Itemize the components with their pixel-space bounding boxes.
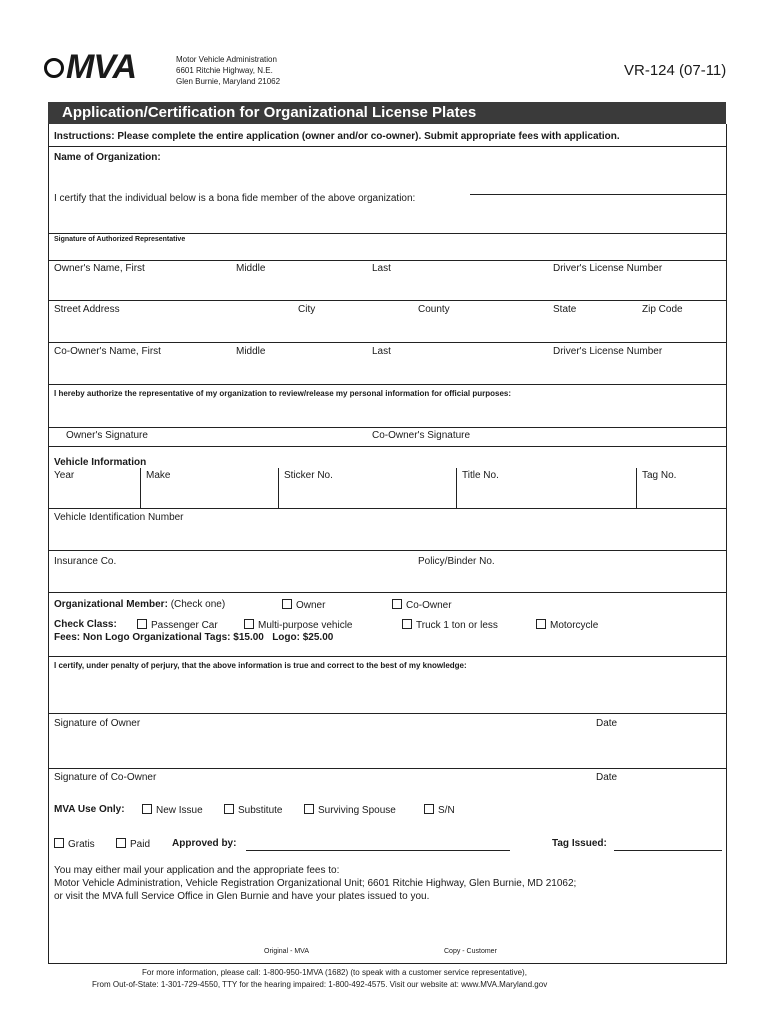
tag-issued-label: Tag Issued: (552, 838, 607, 849)
membership-label: Organizational Member: (54, 599, 168, 610)
vehicle-heading: Vehicle Information (54, 457, 147, 468)
class-truck-checkbox[interactable] (402, 619, 412, 629)
form-title: Application/Certification for Organizational License Plates (62, 104, 477, 121)
address-field[interactable] (54, 318, 720, 336)
fees-nonlogo-text: Fees: Non Logo Organizational Tags: $15.00 (54, 632, 264, 643)
year-label: Year (54, 470, 75, 481)
coowner-name-field[interactable] (54, 361, 720, 379)
surviving-spouse-checkbox[interactable] (304, 804, 314, 814)
surviving-spouse-text: Surviving Spouse (318, 805, 396, 816)
owner-last-label: Last (372, 263, 391, 274)
footer-line-1: For more information, please call: 1-800-950-1MVA (1682) (to speak with a customer service representative), (142, 968, 527, 977)
paid-text: Paid (130, 839, 151, 850)
form-id: VR-124 (07-11) (624, 62, 727, 79)
vin-label: Vehicle Identification Number (54, 512, 184, 523)
title-no-label: Title No. (462, 470, 499, 481)
class-option-motorcycle[interactable] (536, 619, 598, 631)
divider (48, 768, 726, 769)
class-passenger-checkbox[interactable] (137, 619, 147, 629)
certify-member-text: I certify that the individual below is a bona fide member of the above organization: (54, 193, 416, 204)
owner-date-label: Date (596, 718, 618, 729)
coowner-signature-label: Co-Owner's Signature (372, 430, 471, 441)
divider (48, 592, 726, 593)
org-name-label: Name of Organization: (54, 152, 161, 163)
divider (48, 260, 726, 261)
coowner-date-label: Date (596, 772, 618, 783)
owner-middle-label: Middle (236, 263, 266, 274)
zip-label: Zip Code (642, 304, 683, 315)
street-label: Street Address (54, 304, 120, 315)
divider (48, 446, 726, 447)
class-multipurpose-checkbox[interactable] (244, 619, 254, 629)
class-motorcycle-text: Motorcycle (550, 620, 599, 631)
instructions: Instructions: Please complete the entire application (owner and/or co-owner). Submit appropriate fees with application. (54, 131, 620, 142)
member-owner-option[interactable] (282, 599, 325, 611)
insurance-field[interactable] (54, 570, 720, 588)
substitute-text: Substitute (238, 805, 283, 816)
policy-label: Policy/Binder No. (418, 556, 495, 567)
member-coowner-text: Co-Owner (406, 600, 452, 611)
frame-right (726, 124, 727, 964)
vin-field[interactable] (54, 527, 720, 545)
certify-underline (470, 194, 726, 195)
gratis-option[interactable] (54, 838, 95, 850)
new-issue-text: New Issue (156, 805, 203, 816)
mva-use-label: MVA Use Only: (54, 804, 125, 815)
class-label: Check Class: (54, 619, 117, 630)
insurance-label: Insurance Co. (54, 556, 117, 567)
owner-sign-label: Signature of Owner (54, 718, 141, 729)
divider (48, 342, 726, 343)
class-passenger-text: Passenger Car (151, 620, 218, 631)
frame-bottom (48, 963, 726, 964)
substitute-checkbox[interactable] (224, 804, 234, 814)
class-truck-text: Truck 1 ton or less (416, 620, 498, 631)
vehicle-info-field[interactable] (54, 484, 720, 504)
owner-name-field[interactable] (54, 278, 720, 296)
member-coowner-checkbox[interactable] (392, 599, 402, 609)
mail-line-2: Motor Vehicle Administration, Vehicle Registration Organizational Unit; 6601 Ritchie Highway, Glen Burnie, MD 21062; (54, 878, 577, 889)
make-label: Make (146, 470, 171, 481)
gratis-checkbox[interactable] (54, 838, 64, 848)
divider (48, 713, 726, 714)
coowner-signature-field[interactable] (54, 744, 720, 764)
divider (48, 146, 726, 147)
mva-option-new-issue[interactable] (142, 804, 203, 816)
coowner-sign-label: Signature of Co-Owner (54, 772, 157, 783)
city-label: City (298, 304, 316, 315)
sn-checkbox[interactable] (424, 804, 434, 814)
mva-option-sn[interactable] (424, 804, 455, 816)
fees-logo-text: Logo: $25.00 (272, 632, 334, 643)
agency-address-1: 6601 Ritchie Highway, N.E. (176, 66, 273, 75)
class-option-truck[interactable] (402, 619, 498, 631)
owner-license-label: Driver's License Number (553, 263, 663, 274)
member-coowner-option[interactable] (392, 599, 452, 611)
authorize-text: I hereby authorize the representative of my organization to review/release my personal information for official purposes: (54, 389, 511, 398)
frame-left (48, 124, 49, 964)
divider (48, 508, 726, 509)
sn-text: S/N (438, 805, 455, 816)
county-label: County (418, 304, 450, 315)
divider (48, 550, 726, 551)
paid-checkbox[interactable] (116, 838, 126, 848)
mail-line-3: or visit the MVA full Service Office in Glen Burnie and have your plates issued to you. (54, 891, 430, 902)
mva-option-substitute[interactable] (224, 804, 282, 816)
coowner-license-label: Driver's License Number (553, 346, 663, 357)
check-one-text: (Check one) (170, 599, 226, 610)
footer-line-2: From Out-of-State: 1-301-729-4550, TTY for the hearing impaired: 1-800-492-4575. Visit our website at: www.MVA.Maryland.gov (92, 980, 548, 989)
member-owner-text: Owner (296, 600, 326, 611)
divider (48, 384, 726, 385)
class-multipurpose-text: Multi-purpose vehicle (258, 620, 353, 631)
membership-row (54, 599, 249, 610)
agency-name: Motor Vehicle Administration (176, 55, 277, 64)
sticker-label: Sticker No. (284, 470, 333, 481)
class-option-passenger[interactable] (137, 619, 218, 631)
rep-signature-field[interactable] (54, 210, 720, 230)
owner-first-label: Owner's Name, First (54, 263, 145, 274)
copy-original-label: Original - MVA (264, 948, 309, 955)
coowner-last-label: Last (372, 346, 391, 357)
divider (48, 427, 726, 428)
class-motorcycle-checkbox[interactable] (536, 619, 546, 629)
rep-signature-label: Signature of Authorized Representative (54, 236, 186, 243)
member-owner-checkbox[interactable] (282, 599, 292, 609)
authorize-signature-field[interactable] (54, 404, 720, 424)
approved-by-label: Approved by: (172, 838, 237, 849)
new-issue-checkbox[interactable] (142, 804, 152, 814)
divider (48, 656, 726, 657)
owner-signature-label: Owner's Signature (66, 430, 148, 441)
org-name-field[interactable] (230, 150, 720, 166)
divider (48, 233, 726, 234)
perjury-text: I certify, under penalty of perjury, that the above information is true and correct to the best of my knowledge: (54, 661, 467, 670)
mva-logo-text: MVA (66, 48, 137, 86)
approved-by-line[interactable] (246, 850, 510, 851)
mva-logo (44, 48, 136, 87)
owner-signature-field[interactable] (54, 690, 720, 710)
coowner-middle-label: Middle (236, 346, 266, 357)
copy-customer-label: Copy - Customer (444, 948, 497, 955)
tag-issued-line[interactable] (614, 850, 722, 851)
mail-line-1: You may either mail your application and the appropriate fees to: (54, 865, 340, 876)
divider (48, 300, 726, 301)
coowner-first-label: Co-Owner's Name, First (54, 346, 161, 357)
class-option-multipurpose[interactable] (244, 619, 353, 631)
gratis-text: Gratis (68, 839, 95, 850)
paid-option[interactable] (116, 838, 150, 850)
mva-option-surviving-spouse[interactable] (304, 804, 396, 816)
tag-no-label: Tag No. (642, 470, 677, 481)
state-label: State (553, 304, 577, 315)
mva-logo-mark (44, 58, 64, 78)
agency-address-2: Glen Burnie, Maryland 21062 (176, 77, 281, 86)
fees-text (54, 632, 333, 643)
